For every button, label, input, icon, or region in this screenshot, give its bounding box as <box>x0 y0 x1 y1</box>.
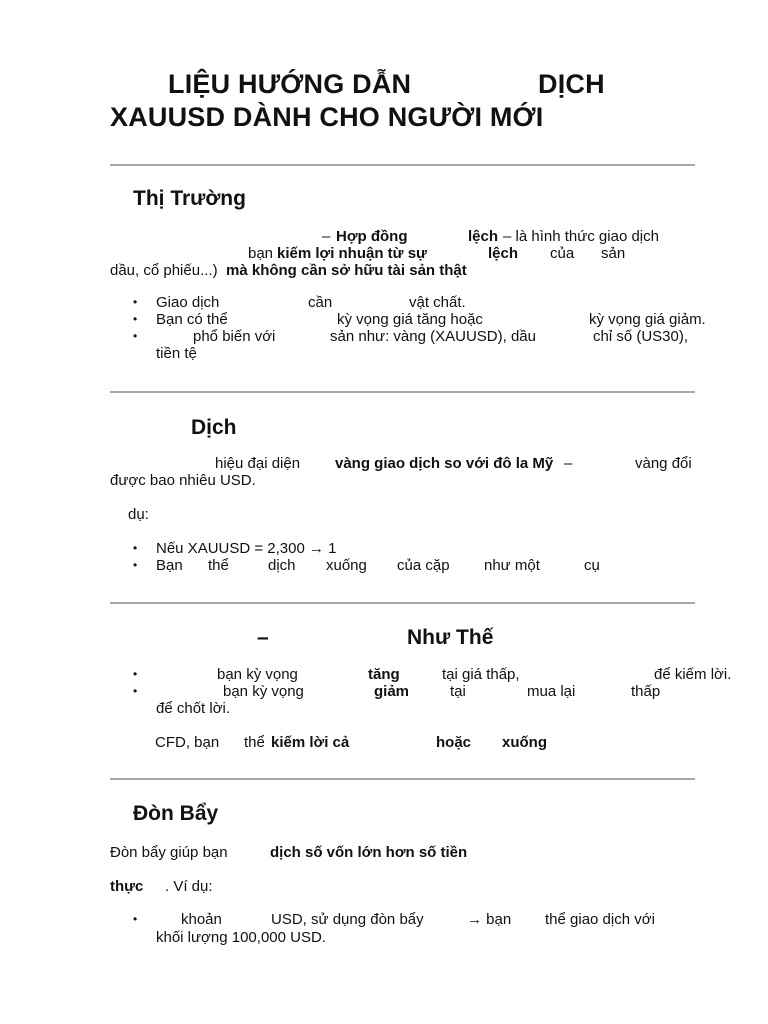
list-item-fragment: Bạn có thể <box>156 311 228 328</box>
list-item-fragment: bạn kỳ vọng <box>223 683 304 700</box>
document-title-line1-start: LIỆU HƯỚNG DẪN <box>168 69 412 99</box>
bullet-icon: • <box>133 558 138 572</box>
section-heading: Thị Trường <box>133 187 246 210</box>
section-heading: Đòn Bẩy <box>133 802 219 825</box>
list-item-fragment: Giao dịch <box>156 294 220 311</box>
list-item-fragment: xuống <box>326 557 367 574</box>
paragraph-fragment: – <box>322 228 331 245</box>
list-item-fragment: sản như: vàng (XAUUSD), dầu <box>330 328 536 345</box>
paragraph-fragment: vàng đổi <box>635 455 692 472</box>
document-title-line1-end: DỊCH <box>538 69 605 99</box>
bullet-icon: • <box>133 295 138 309</box>
list-item-fragment: kỳ vọng giá giảm. <box>589 311 706 328</box>
list-item-fragment: cần <box>308 294 333 311</box>
list-item-fragment-bold: giảm <box>374 683 410 700</box>
paragraph-fragment-bold: mà không cần sở hữu tài sản thật <box>226 262 467 279</box>
paragraph-fragment: sản <box>601 245 626 262</box>
paragraph-fragment: bạn <box>248 245 274 262</box>
list-item-fragment: để chốt lời. <box>156 700 231 717</box>
list-item-fragment: thể <box>208 557 229 574</box>
note-fragment-bold: hoặc <box>436 734 472 751</box>
bullet-icon: • <box>133 912 138 926</box>
bullet-icon: • <box>133 667 138 681</box>
list-item-fragment: Bạn <box>156 557 183 574</box>
note-fragment-bold: xuống <box>502 734 547 751</box>
list-item-fragment: để kiếm lời. <box>654 666 732 683</box>
paragraph-fragment-bold: lệch <box>488 245 519 262</box>
list-item-fragment: vật chất. <box>409 294 466 311</box>
list-item-fragment-bold: tăng <box>368 666 400 683</box>
section-divider <box>110 391 695 393</box>
document-title-line2: XAUUSD DÀNH CHO NGƯỜI MỚI <box>110 102 544 132</box>
list-item-fragment: như một <box>484 557 540 574</box>
paragraph-fragment: . Ví dụ: <box>165 878 213 895</box>
paragraph-fragment-bold: Hợp đồng <box>336 228 408 245</box>
paragraph-fragment-bold: lệch <box>468 228 499 245</box>
bullet-icon: • <box>133 684 138 698</box>
list-item-fragment: tại <box>450 683 466 700</box>
bullet-icon: • <box>133 541 138 555</box>
note-fragment: CFD, bạn <box>155 734 220 751</box>
paragraph-fragment: của <box>550 245 575 262</box>
list-item-fragment: tại giá thấp, <box>442 666 520 683</box>
list-item-fragment: chỉ số (US30), <box>593 328 689 345</box>
bullet-icon: • <box>133 329 138 343</box>
list-item-fragment: khoản <box>181 911 222 928</box>
list-item-fragment: Nếu XAUUSD = 2,300 → 1 <box>156 540 337 557</box>
list-item-fragment: phổ biến với <box>193 328 276 345</box>
note-fragment: thể <box>244 734 265 751</box>
section-divider <box>110 602 695 604</box>
list-item-fragment: bạn kỳ vọng <box>217 666 298 683</box>
paragraph-fragment-bold: dịch số vốn lớn hơn số tiền <box>270 844 468 861</box>
paragraph-fragment: được bao nhiêu USD. <box>110 472 256 489</box>
paragraph-fragment: hiệu đại diện <box>215 455 301 472</box>
section-divider <box>110 778 695 780</box>
section-heading-dash: – <box>257 626 269 649</box>
example-label: dụ: <box>128 506 149 523</box>
list-item-fragment: cụ <box>584 557 600 574</box>
list-item-fragment: khối lượng 100,000 USD. <box>156 929 326 946</box>
note-fragment-bold: kiếm lời cả <box>271 734 350 751</box>
list-item-fragment: dịch <box>268 557 296 574</box>
section-heading: Dịch <box>191 416 237 439</box>
paragraph-fragment: – <box>564 455 573 472</box>
list-item-fragment: thể giao dịch với <box>545 911 655 928</box>
paragraph-fragment: Đòn bẩy giúp bạn <box>110 844 228 861</box>
list-item-fragment: USD, sử dụng đòn bẩy <box>271 911 424 928</box>
bullet-icon: • <box>133 312 138 326</box>
list-item-fragment: thấp <box>631 683 661 700</box>
paragraph-fragment-bold: thực <box>110 878 144 895</box>
list-item-fragment: tiền tệ <box>156 345 197 362</box>
paragraph-fragment: – là hình thức giao dịch <box>503 228 659 245</box>
section-heading: Như Thế <box>407 626 494 649</box>
list-item-fragment: kỳ vọng giá tăng hoặc <box>337 311 483 328</box>
paragraph-fragment-bold: vàng giao dịch so với đô la Mỹ <box>335 455 554 472</box>
section-divider <box>110 164 695 166</box>
list-item-fragment: → bạn <box>467 911 512 928</box>
paragraph-fragment: dầu, cổ phiếu...) <box>110 262 218 279</box>
list-item-fragment: của cặp <box>397 557 450 574</box>
paragraph-fragment-bold: kiếm lợi nhuận từ sự <box>277 245 427 262</box>
list-item-fragment: mua lại <box>527 683 576 700</box>
